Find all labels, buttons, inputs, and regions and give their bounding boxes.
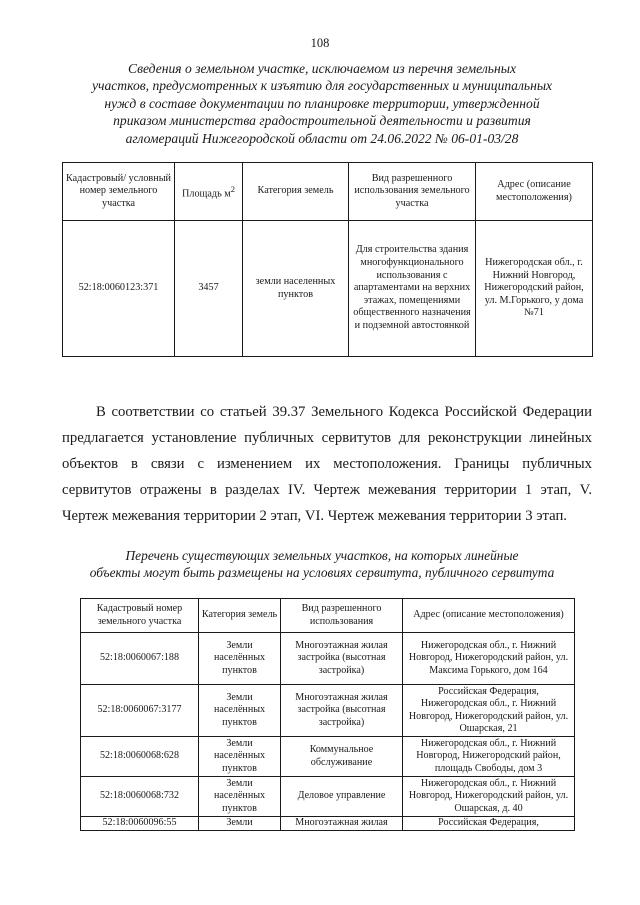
cell-category: Земли населённых пунктов	[199, 777, 281, 817]
excluded-plot-table	[62, 162, 593, 357]
cell-permitted-use: Для строительства здания многофункционального использования с апартаментами на верхних этажах, помещениями общественного назначения и подземной автостоянкой	[349, 221, 476, 357]
cell-cadastral: 52:18:0060123:371	[63, 221, 175, 357]
heading-line: Сведения о земельном участке, исключаемом из перечня земельных	[128, 61, 516, 76]
cell-cadastral: 52:18:0060068:732	[81, 777, 199, 817]
cell-address: Нижегородская обл., г. Нижний Новгород, Нижегородский район, ул. Максима Горького, дом 164	[403, 633, 575, 685]
table-row	[81, 633, 575, 685]
existing-plots-table	[80, 598, 575, 831]
cell-cadastral: 52:18:0060067:188	[81, 633, 199, 685]
cell-cadastral: 52:18:0060068:628	[81, 737, 199, 777]
servitude-paragraph	[62, 399, 592, 529]
header-area-unit-exponent: 2	[230, 183, 235, 194]
header-address: Адрес (описание местоположения)	[476, 163, 593, 221]
header-cadastral: Кадастровый номер земельного участка	[81, 599, 199, 633]
excluded-plot-heading	[62, 60, 582, 147]
cell-address: Нижегородская обл., г. Нижний Новгород, Нижегородский район, ул. М.Горького, у дома №71	[476, 221, 593, 357]
heading-line: Перечень существующих земельных участков, на которых линейные	[125, 548, 519, 563]
header-permitted-use: Вид разрешенного использования земельного участка	[349, 163, 476, 221]
heading-line: приказом министерства градостроительной деятельности и развития	[113, 113, 531, 129]
cell-area: 3457	[175, 221, 243, 357]
cell-category: Земли населённых пунктов	[199, 685, 281, 737]
header-cadastral: Кадастровый/ условный номер земельного участка	[63, 163, 175, 221]
header-category: Категория земель	[199, 599, 281, 633]
cell-permitted-use: Коммунальное обслуживание	[281, 737, 403, 777]
table-row	[81, 685, 575, 737]
cell-category: земли населенных пунктов	[243, 221, 349, 357]
header-category: Категория земель	[243, 163, 349, 221]
heading-line: объекты могут быть размещены на условиях сервитута, публичного сервитута	[89, 565, 555, 581]
header-permitted-use: Вид разрешенного использования	[281, 599, 403, 633]
cell-category: Земли населённых пунктов	[199, 737, 281, 777]
paragraph-line: Чертеж межевания территории 2 этап, VI. Чертеж межевания территории 3 этап.	[62, 508, 567, 524]
page-number: 108	[310, 36, 330, 50]
heading-line: нужд в составе документации по планировке территории, утвержденной	[104, 95, 540, 111]
heading-line: участков, предусмотренных к изъятию для государственных и муниципальных	[91, 78, 553, 94]
cell-permitted-use: Многоэтажная жилая застройка (высотная застройка)	[281, 633, 403, 685]
header-area	[175, 163, 243, 221]
cell-cadastral: 52:18:0060096:55	[81, 817, 199, 831]
cell-address: Российская Федерация, Нижегородская обл., г. Нижний Новгород, Нижегородский район, ул. Ошарская, 21	[403, 685, 575, 737]
cell-cadastral: 52:18:0060067:3177	[81, 685, 199, 737]
paragraph-line: предлагается установление публичных сервитутов для реконструкции линейных	[62, 430, 592, 446]
header-area-label: Площадь м	[182, 187, 231, 199]
paragraph-line: объектов в связи с изменением их местоположения. Границы публичных	[62, 456, 592, 472]
table-row	[81, 817, 575, 831]
cell-permitted-use: Многоэтажная жилая	[281, 817, 403, 831]
header-address: Адрес (описание местоположения)	[403, 599, 575, 633]
cell-permitted-use: Деловое управление	[281, 777, 403, 817]
cell-address: Российская Федерация,	[403, 817, 575, 831]
existing-plots-heading	[54, 547, 590, 581]
heading-line: агломераций Нижегородской области от 24.06.2022 № 06-01-03/28	[125, 130, 519, 146]
paragraph-line: сервитутов отражены в разделах IV. Чертеж межевания территории 1 этап, V.	[62, 482, 592, 498]
cell-address: Нижегородская обл., г. Нижний Новгород, Нижегородский район, ул. Ошарская, д. 40	[403, 777, 575, 817]
paragraph-line: В соответствии со статьей 39.37 Земельного Кодекса Российской Федерации	[96, 404, 592, 420]
cell-permitted-use: Многоэтажная жилая застройка (высотная застройка)	[281, 685, 403, 737]
table-row	[81, 737, 575, 777]
table-header-row	[81, 599, 575, 633]
table-row	[63, 221, 593, 357]
cell-address: Нижегородская обл., г. Нижний Новгород, Нижегородский район, площадь Свободы, дом 3	[403, 737, 575, 777]
table-row	[81, 777, 575, 817]
table-header-row	[63, 163, 593, 221]
cell-category: Земли населённых пунктов	[199, 633, 281, 685]
cell-category: Земли	[199, 817, 281, 831]
